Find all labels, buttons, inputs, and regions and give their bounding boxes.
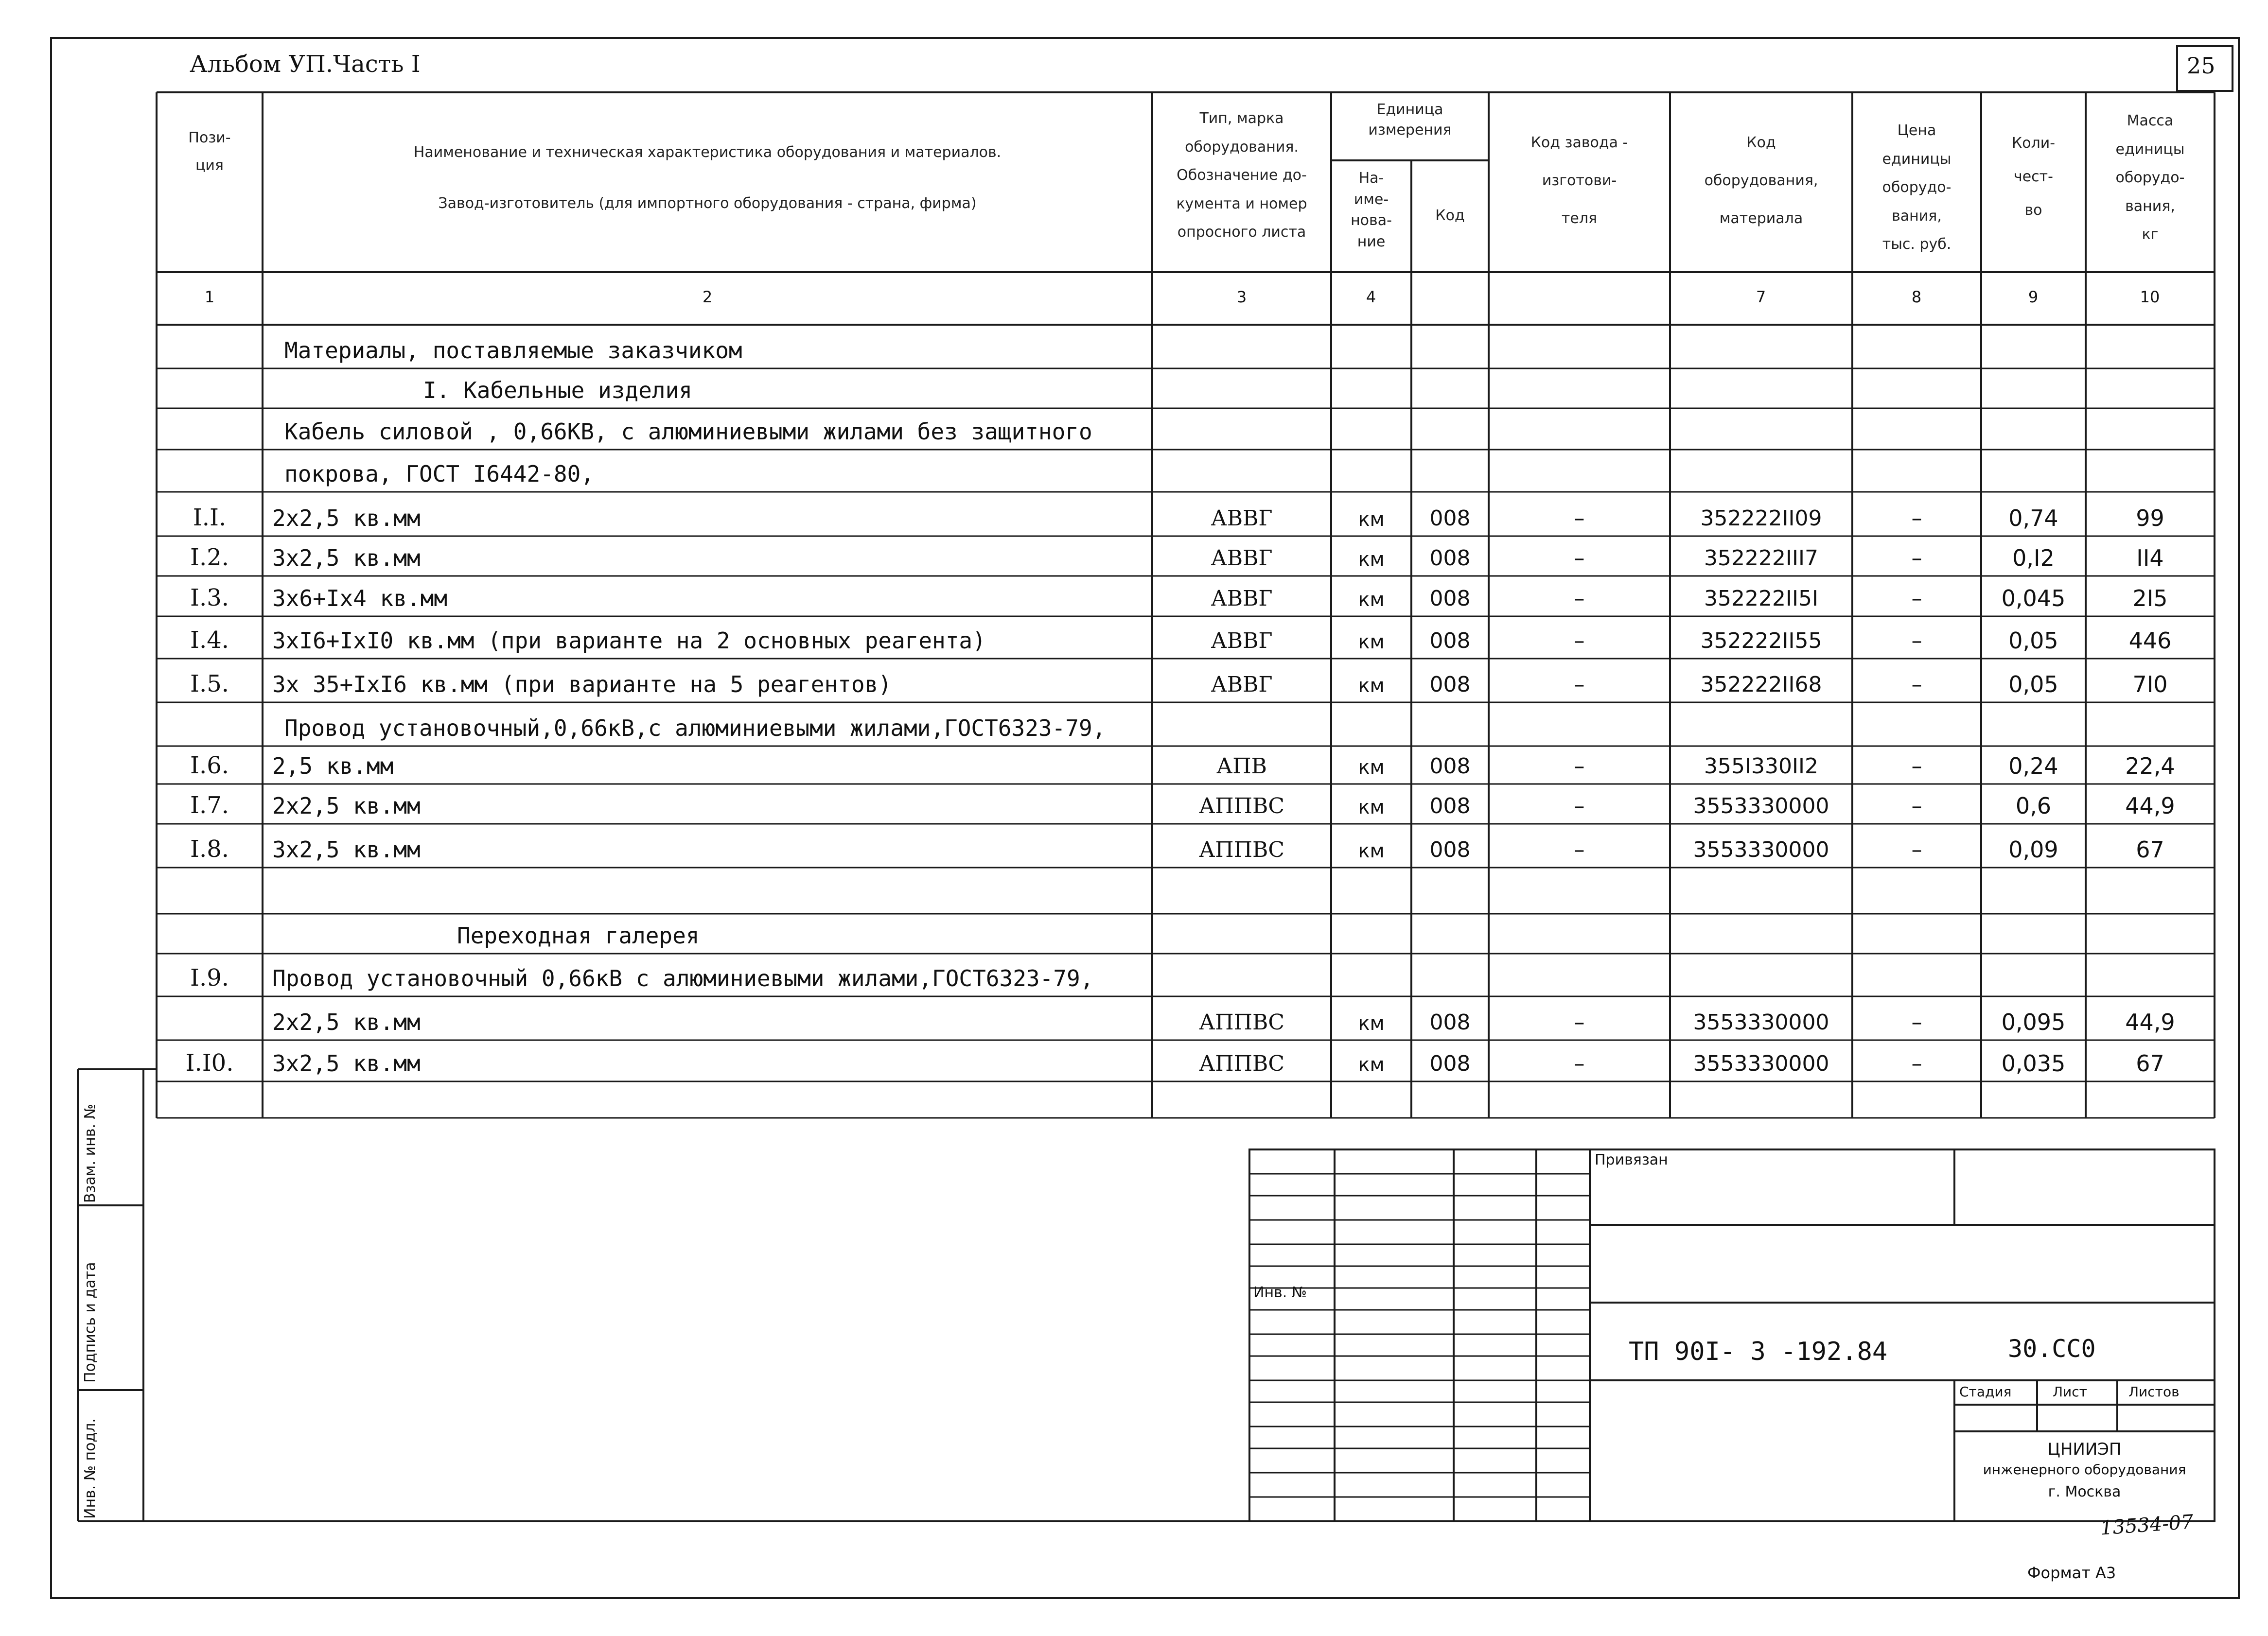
- cell-ucode: 008: [1429, 1051, 1471, 1076]
- cell-plant: –: [1574, 837, 1585, 862]
- cell-qty: 0,05: [2008, 671, 2058, 697]
- cell-code: 3553330000: [1693, 837, 1829, 862]
- org-name: ЦНИИЭП: [2047, 1440, 2122, 1459]
- cell-qty: 0,6: [2015, 793, 2052, 819]
- column-number: 9: [2028, 288, 2039, 306]
- cell-name: 2х2,5 кв.мм: [272, 793, 421, 819]
- cell-mass: 99: [2136, 505, 2164, 531]
- cell-plant: –: [1574, 754, 1585, 779]
- cell-mass: II4: [2136, 545, 2164, 571]
- cell-qty: 0,095: [2001, 1009, 2066, 1035]
- cell-qty: 0,I2: [2012, 545, 2055, 571]
- header-name-line2: Завод-изготовитель (для импортного оборудования - страна, фирма): [438, 195, 977, 212]
- cell-name: Провод установочный 0,66кВ с алюминиевыми жилами,ГОСТ6323-79,: [272, 965, 1094, 992]
- cell-qty: 0,09: [2008, 836, 2058, 863]
- cell-price: –: [1911, 628, 1922, 653]
- header-unit-code: Код: [1435, 207, 1465, 224]
- cell-name: Материалы, поставляемые заказчиком: [284, 337, 742, 364]
- org-city: г. Москва: [2048, 1483, 2121, 1500]
- cell-price: –: [1911, 672, 1922, 697]
- org-department: инженерного оборудования: [1983, 1462, 2186, 1478]
- cell-unit: км: [1358, 508, 1385, 531]
- cell-ucode: 008: [1429, 586, 1471, 611]
- cell-name: I. Кабельные изделия: [423, 377, 692, 403]
- cell-code: 3553330000: [1693, 1051, 1829, 1076]
- document-code: ТП 90I- 3 -192.84: [1629, 1337, 1888, 1366]
- cell-type: АВВГ: [1211, 586, 1273, 611]
- cell-name: 3хI6+IхI0 кв.мм (при варианте на 2 основных реагента): [272, 627, 986, 654]
- cell-ucode: 008: [1429, 628, 1471, 653]
- cell-type: АППВС: [1198, 794, 1285, 818]
- cell-plant: –: [1574, 546, 1585, 571]
- stamp-privyazan: Привязан: [1595, 1151, 1668, 1168]
- cell-pos: I.5.: [190, 670, 229, 697]
- cell-ucode: 008: [1429, 1010, 1471, 1035]
- header-equipment-code: Код оборудования, материала: [1704, 134, 1818, 227]
- cell-name: покрова, ГОСТ I6442-80,: [284, 461, 594, 487]
- cell-mass: 22,4: [2125, 753, 2175, 779]
- cell-name: Кабель силовой , 0,66КВ, с алюминиевыми жилами без защитного: [284, 418, 1092, 445]
- column-number: 10: [2140, 288, 2160, 306]
- cell-plant: –: [1574, 1051, 1585, 1076]
- header-type: Тип, марка оборудования. Обозначение до- кумента и номер опросного листа: [1176, 110, 1307, 241]
- column-number: 3: [1236, 288, 1247, 306]
- cell-unit: км: [1358, 675, 1385, 697]
- cell-unit: км: [1358, 840, 1385, 862]
- cell-plant: –: [1574, 586, 1585, 611]
- cell-name: 3х2,5 кв.мм: [272, 545, 421, 571]
- cell-pos: I.9.: [190, 964, 229, 992]
- cell-plant: –: [1574, 506, 1585, 531]
- stamp-inv-no: Инв. №: [1253, 1284, 1307, 1301]
- cell-ucode: 008: [1429, 546, 1471, 571]
- cell-qty: 0,05: [2008, 627, 2058, 654]
- column-number: 7: [1756, 288, 1766, 306]
- cell-name: 3х 35+IхI6 кв.мм (при варианте на 5 реагентов): [272, 671, 892, 697]
- cell-pos: I.7.: [190, 792, 229, 819]
- cell-price: –: [1911, 506, 1922, 531]
- cell-pos: I.3.: [190, 584, 229, 611]
- header-unit-group: Единица измерения: [1368, 101, 1452, 139]
- cell-unit: км: [1358, 1012, 1385, 1035]
- stamp-stadiya: Стадия: [1959, 1384, 2012, 1400]
- cell-unit: км: [1358, 796, 1385, 818]
- cell-name: 2х2,5 кв.мм: [272, 1009, 421, 1035]
- header-price: Цена единицы оборудо- вания, тыс. руб.: [1882, 122, 1952, 253]
- cell-type: АПВ: [1216, 754, 1267, 779]
- cell-qty: 0,74: [2008, 505, 2058, 531]
- cell-ucode: 008: [1429, 837, 1471, 862]
- cell-name: 2,5 кв.мм: [272, 753, 394, 779]
- album-title: Альбом УП.Часть I: [190, 51, 421, 78]
- cell-type: АППВС: [1198, 837, 1285, 862]
- cell-name: 3х2,5 кв.мм: [272, 836, 421, 863]
- cell-mass: 7I0: [2132, 671, 2168, 697]
- cell-pos: I.4.: [190, 627, 229, 654]
- cell-unit: км: [1358, 756, 1385, 779]
- cell-qty: 0,24: [2008, 753, 2058, 779]
- cell-mass: 44,9: [2125, 1009, 2175, 1035]
- cell-unit: км: [1358, 631, 1385, 653]
- format-label: Формат А3: [2027, 1564, 2116, 1582]
- cell-name: 3х2,5 кв.мм: [272, 1050, 421, 1077]
- cell-type: АВВГ: [1211, 506, 1273, 531]
- cell-name: 3х6+Iх4 кв.мм: [272, 585, 448, 611]
- cell-unit: км: [1358, 589, 1385, 611]
- cell-plant: –: [1574, 1010, 1585, 1035]
- side-label-vzam: Взам. инв. №: [82, 1104, 99, 1203]
- header-plant-code: Код завода - изготови- теля: [1530, 134, 1628, 227]
- stamp-list: Лист: [2053, 1384, 2087, 1400]
- header-position: Пози- ция: [188, 129, 231, 174]
- cell-name: Провод установочный,0,66кВ,с алюминиевыми жилами,ГОСТ6323-79,: [284, 715, 1106, 741]
- cell-type: АВВГ: [1211, 628, 1273, 653]
- cell-mass: 67: [2136, 836, 2164, 863]
- header-unit-name: На- име- нова- ние: [1351, 170, 1392, 250]
- cell-price: –: [1911, 546, 1922, 571]
- cell-mass: 67: [2136, 1050, 2164, 1077]
- cell-plant: –: [1574, 628, 1585, 653]
- cell-type: АВВГ: [1211, 672, 1273, 697]
- cell-mass: 44,9: [2125, 793, 2175, 819]
- cell-pos: I.6.: [190, 752, 229, 779]
- cell-pos: I.2.: [190, 544, 229, 571]
- document-suffix: 30.СС0: [2008, 1335, 2096, 1363]
- header-quantity: Коли- чест- во: [2011, 135, 2056, 219]
- cell-ucode: 008: [1429, 672, 1471, 697]
- column-number: 2: [702, 288, 713, 306]
- cell-code: 3553330000: [1693, 1010, 1829, 1035]
- stamp-listov: Листов: [2128, 1384, 2180, 1400]
- cell-name: Переходная галерея: [457, 922, 700, 949]
- cell-mass: 2I5: [2132, 585, 2168, 611]
- cell-code: 355I330II2: [1704, 754, 1818, 779]
- cell-qty: 0,045: [2001, 585, 2066, 611]
- header-name-line1: Наименование и техническая характеристика оборудования и материалов.: [413, 144, 1002, 161]
- side-label-inv-podl: Инв. № подл.: [82, 1418, 99, 1519]
- cell-type: АВВГ: [1211, 546, 1273, 571]
- cell-price: –: [1911, 837, 1922, 862]
- inventory-stamp: 13534-07: [2099, 1511, 2195, 1540]
- cell-ucode: 008: [1429, 754, 1471, 779]
- side-label-podpis: Подпись и дата: [82, 1262, 99, 1383]
- cell-ucode: 008: [1429, 506, 1471, 531]
- cell-pos: I.8.: [190, 835, 229, 863]
- cell-pos: I.I0.: [185, 1049, 234, 1077]
- cell-pos: I.I.: [193, 504, 227, 531]
- cell-code: 352222II09: [1700, 506, 1822, 531]
- cell-code: 352222II68: [1700, 672, 1822, 697]
- page-number: 25: [2187, 52, 2215, 79]
- cell-qty: 0,035: [2001, 1050, 2066, 1077]
- cell-unit: км: [1358, 1054, 1385, 1076]
- cell-price: –: [1911, 586, 1922, 611]
- column-number: 8: [1911, 288, 1922, 306]
- cell-mass: 446: [2128, 627, 2172, 654]
- cell-code: 352222III7: [1704, 546, 1818, 571]
- cell-price: –: [1911, 1010, 1922, 1035]
- column-number: 4: [1366, 288, 1376, 306]
- column-number: 1: [204, 288, 215, 306]
- cell-plant: –: [1574, 794, 1585, 818]
- cell-type: АППВС: [1198, 1051, 1285, 1076]
- cell-code: 352222II5I: [1704, 586, 1818, 611]
- cell-plant: –: [1574, 672, 1585, 697]
- cell-price: –: [1911, 1051, 1922, 1076]
- cell-code: 3553330000: [1693, 794, 1829, 818]
- cell-price: –: [1911, 794, 1922, 818]
- cell-price: –: [1911, 754, 1922, 779]
- cell-name: 2х2,5 кв.мм: [272, 505, 421, 531]
- cell-code: 352222II55: [1700, 628, 1822, 653]
- header-mass: Масса единицы оборудо- вания, кг: [2115, 112, 2185, 243]
- cell-type: АППВС: [1198, 1010, 1285, 1035]
- cell-ucode: 008: [1429, 794, 1471, 818]
- cell-unit: км: [1358, 548, 1385, 571]
